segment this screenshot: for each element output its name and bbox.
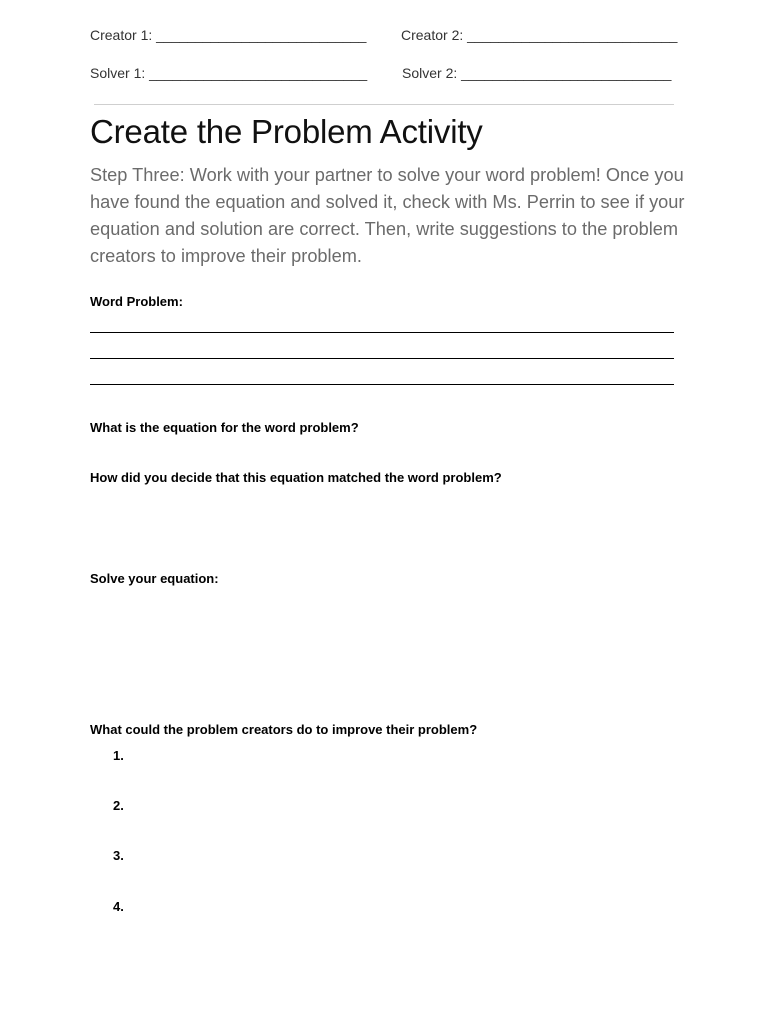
list-number-3: 3. [113, 848, 124, 863]
answer-line-1 [90, 332, 674, 333]
solve-question: Solve your equation: [90, 571, 219, 586]
header-divider [94, 104, 674, 105]
solver-1-field: Solver 1: ____________________________ [90, 65, 368, 81]
equation-question: What is the equation for the word problem? [90, 420, 359, 435]
creator-2-field: Creator 2: ___________________________ [401, 27, 678, 43]
list-number-2: 2. [113, 798, 124, 813]
word-problem-label: Word Problem: [90, 294, 183, 309]
list-number-1: 1. [113, 748, 124, 763]
instructions-paragraph: Step Three: Work with your partner to solve your word problem! Once you have found the equation and solved it, check with Ms. Perrin to see if your equation and solution are correct. Then, write suggestions to the problem creators to improve their problem. [90, 165, 685, 266]
answer-line-3 [90, 384, 674, 385]
solver-2-field: Solver 2: ___________________________ [402, 65, 672, 81]
page-title: Create the Problem Activity [90, 113, 483, 150]
list-number-4: 4. [113, 899, 124, 914]
improve-question: What could the problem creators do to improve their problem? [90, 722, 478, 737]
creator-1-field: Creator 1: ___________________________ [90, 27, 367, 43]
answer-line-2 [90, 358, 674, 359]
decide-question: How did you decide that this equation matched the word problem? [90, 470, 502, 485]
